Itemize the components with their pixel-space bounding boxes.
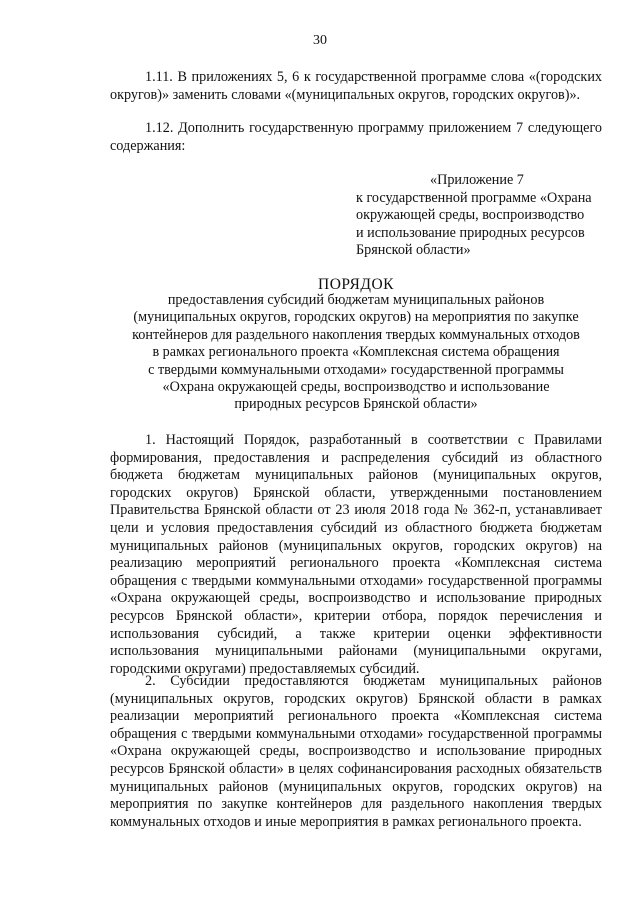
appendix-reference	[356, 172, 606, 260]
page-number: 30	[313, 33, 327, 48]
paragraph-1-11: 1.11. В приложениях 5, 6 к государственной программе слова «(городских округов)» заменить словами «(муниципальных округов, городских округов)».	[110, 69, 602, 103]
subheading-line: с твердыми коммунальными отходами» государственной программы	[148, 361, 564, 378]
document-subheading	[100, 292, 612, 414]
subheading-line: контейнеров для раздельного накопления твердых коммунальных отходов	[132, 326, 580, 343]
paragraph-1-12: 1.12. Дополнить государственную программу приложением 7 следующего содержания:	[110, 120, 602, 154]
document-heading: ПОРЯДОК	[318, 276, 394, 293]
appendix-line: «Приложение 7	[430, 172, 524, 188]
appendix-line: и использование природных ресурсов	[356, 224, 585, 241]
subheading-line: (муниципальных округов, городских округов) на мероприятия по закупке	[133, 309, 579, 326]
subheading-line: в рамках регионального проекта «Комплексная система обращения	[152, 344, 560, 361]
paragraph-1: 1. Настоящий Порядок, разработанный в соответствии с Правилами формирования, предоставления и распределения субсидий из областного бюджета бюджетам муниципальных районов (муниципальных округов, городских округов) Брянской области, утвержденными постановлением Правительства Брянской области от 23 июля 2018 года № 362-п, устанавливает цели и условия предоставления субсидий из областного бюджета бюджетам муниципальных районов (муниципальных округов, городских округов) на реализацию мероприятий регионального проекта «Комплексная система обращения с твердыми коммунальными отходами» государственной программы «Охрана окружающей среды, воспроизводство и использование природных ресурсов Брянской области», критерии отбора, порядок перечисления и использования субсидий, а также критерии оценки эффективности использования муниципальными районами (муниципальными округами, городскими округами) предоставляемых субсидий.	[110, 432, 602, 677]
subheading-line: предоставления субсидий бюджетам муниципальных районов	[167, 292, 545, 308]
appendix-line: Брянской области»	[356, 242, 471, 259]
appendix-line: окружающей среды, воспроизводство	[356, 207, 585, 224]
paragraph-2: 2. Субсидии предоставляются бюджетам муниципальных районов (муниципальных округов, городских округов) Брянской области в рамках реализации мероприятий регионального проекта «Комплексная система обращения с твердыми коммунальными отходами» государственной программы «Охрана окружающей среды, воспроизводство и использование природных ресурсов Брянской области» в целях софинансирования расходных обязательств муниципальных районов (муниципальных округов, городских округов) на мероприятия по закупке контейнеров для раздельного накопления твердых коммунальных отходов и иные мероприятия в рамках регионального проекта.	[110, 673, 602, 830]
appendix-line: к государственной программе «Охрана	[356, 189, 592, 206]
subheading-line: «Охрана окружающей среды, воспроизводство и использование	[162, 379, 550, 396]
subheading-line: природных ресурсов Брянской области»	[234, 396, 478, 413]
